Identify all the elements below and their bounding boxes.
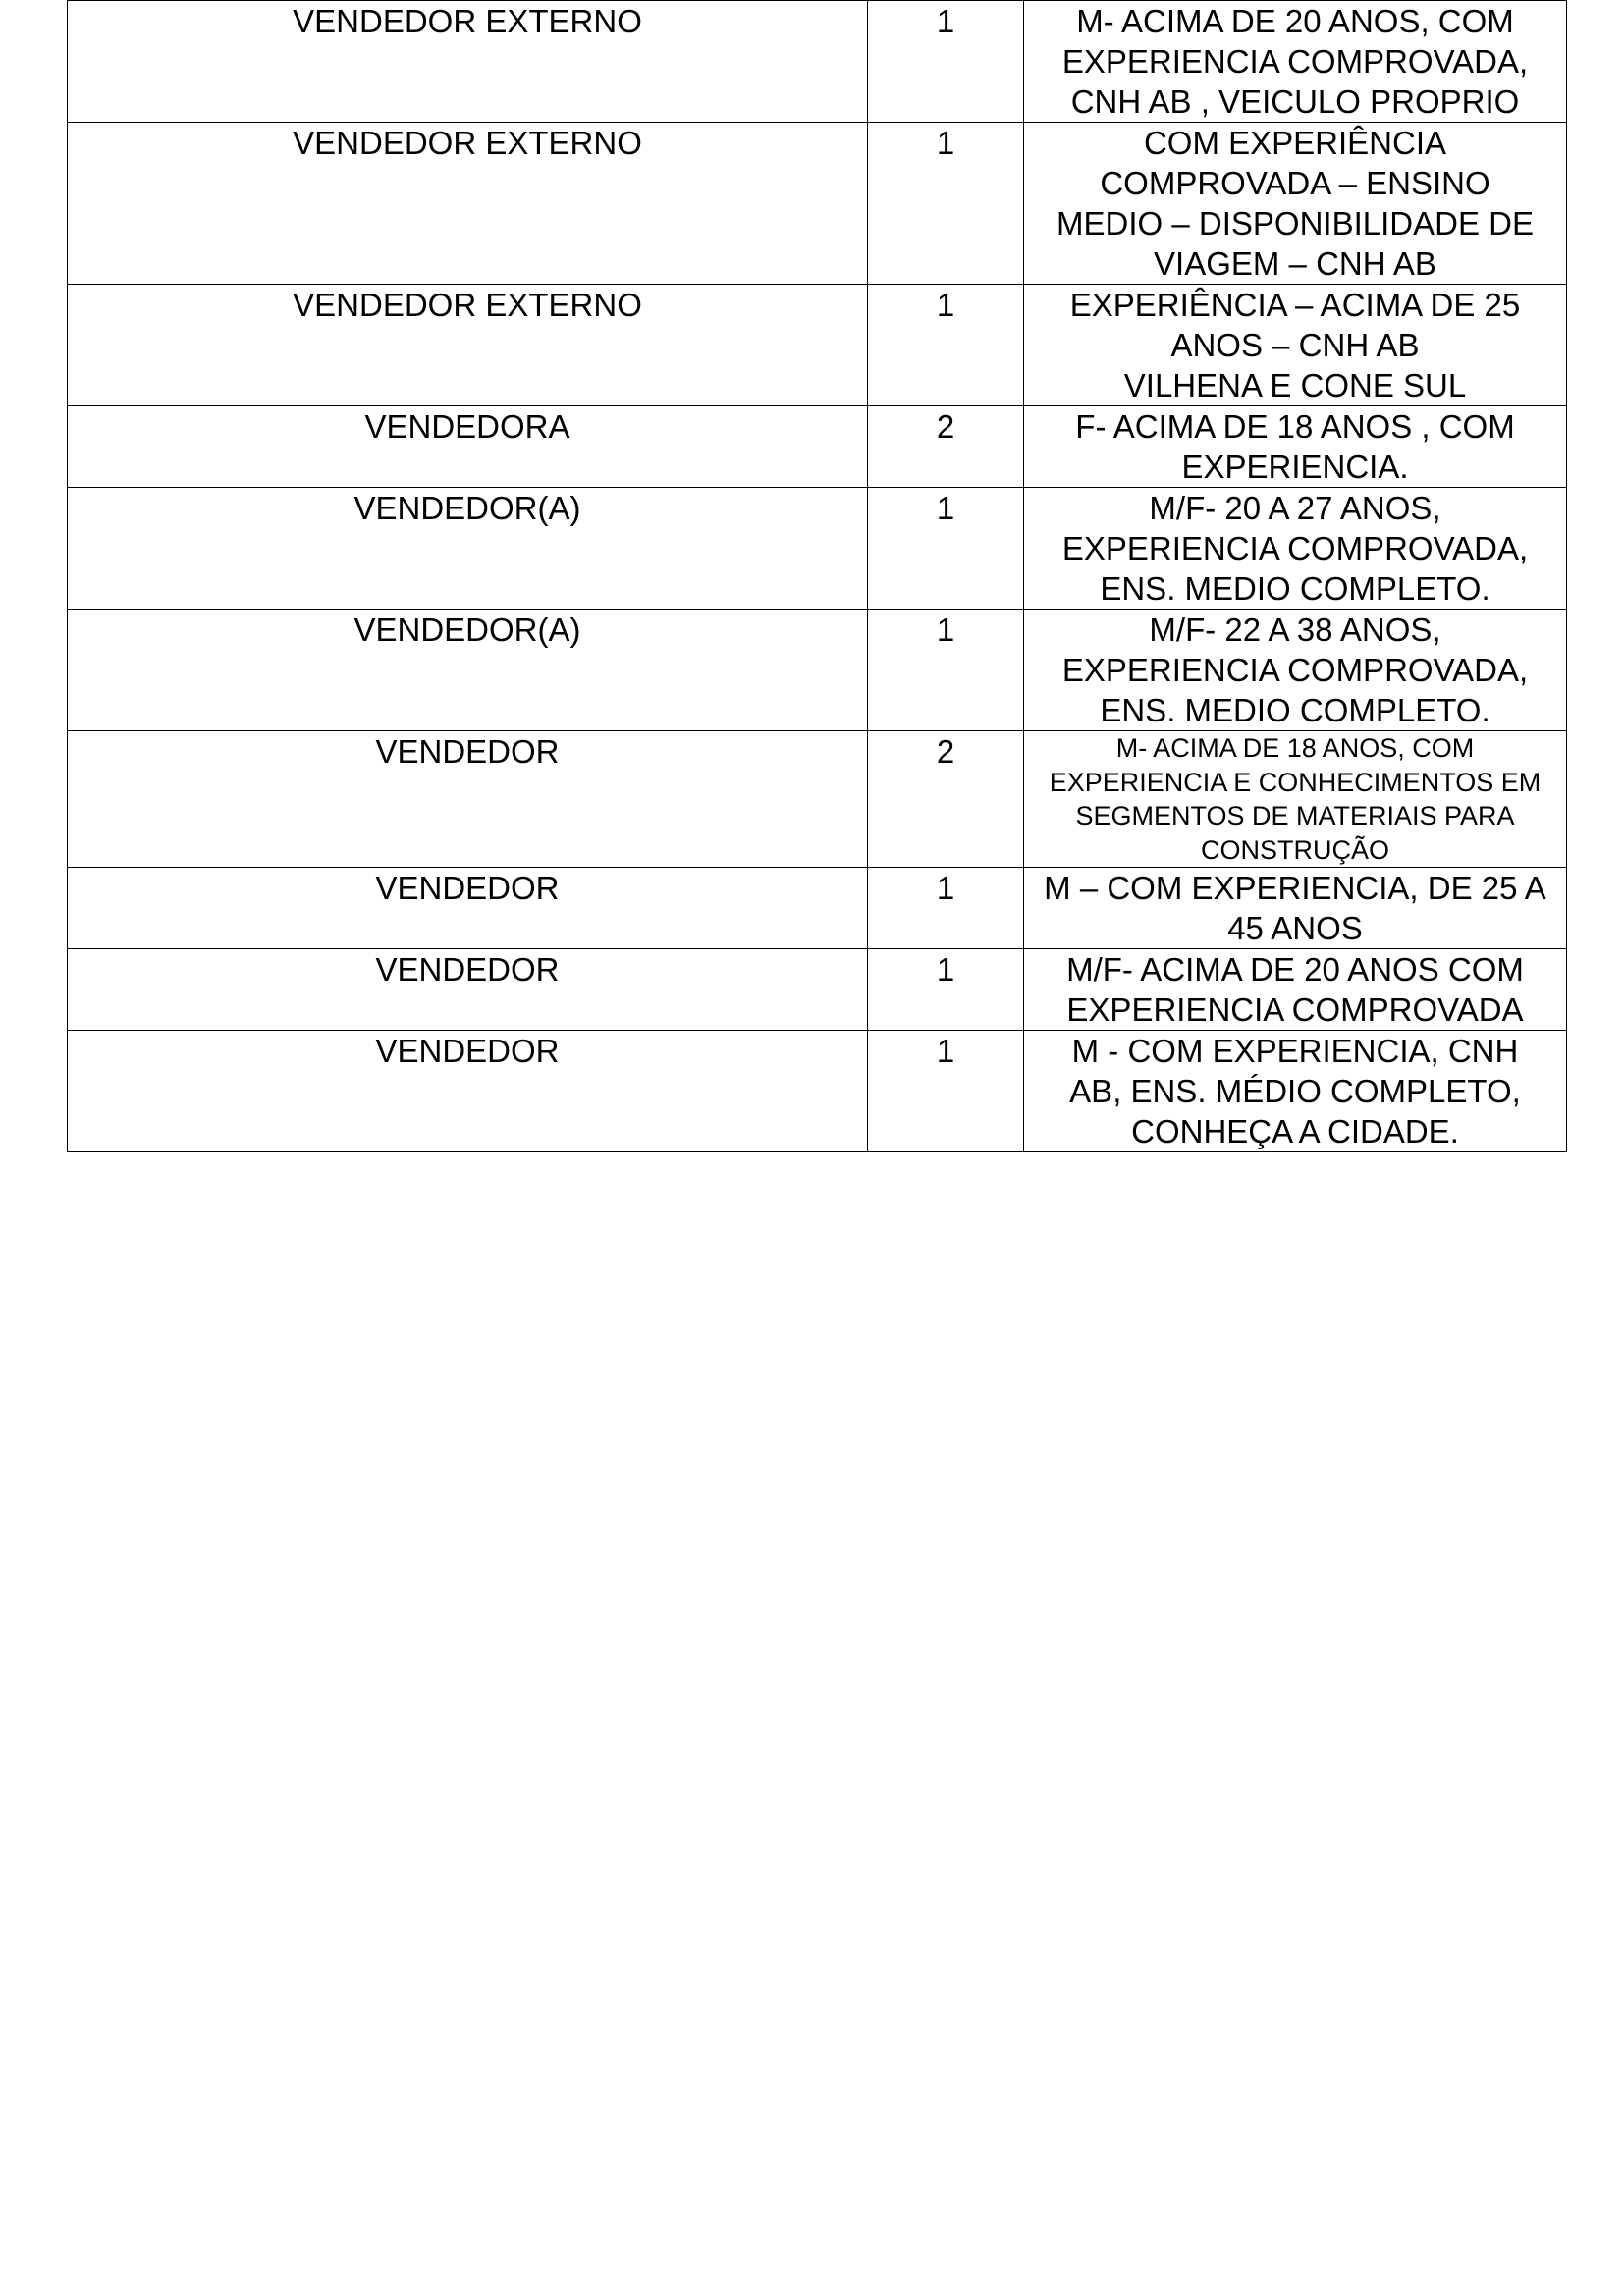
table-row — [68, 488, 1567, 610]
job-title-cell: VENDEDOR — [68, 868, 868, 949]
requirement-line: ENS. MEDIO COMPLETO. — [1100, 692, 1490, 728]
requirement-line: EXPERIÊNCIA – ACIMA DE 25 — [1069, 287, 1521, 323]
requirements-cell — [1024, 949, 1567, 1031]
job-title-cell: VENDEDOR — [68, 1031, 868, 1152]
table-row — [68, 1031, 1567, 1152]
vacancy-count-cell: 1 — [868, 123, 1024, 285]
requirements-cell — [1024, 731, 1567, 868]
requirements-cell — [1024, 123, 1567, 285]
table-row — [68, 868, 1567, 949]
requirements-cell — [1024, 285, 1567, 406]
job-title-cell: VENDEDOR — [68, 731, 868, 868]
requirement-line: 45 ANOS — [1227, 910, 1363, 946]
requirement-line: F- ACIMA DE 18 ANOS , COM — [1075, 408, 1515, 445]
requirement-line: ENS. MEDIO COMPLETO. — [1100, 570, 1490, 607]
requirement-line: M - COM EXPERIENCIA, CNH — [1071, 1033, 1519, 1069]
requirements-cell — [1024, 1, 1567, 123]
requirement-line: CNH AB , VEICULO PROPRIO — [1070, 83, 1520, 120]
vacancy-count-cell: 1 — [868, 610, 1024, 731]
requirements-cell — [1024, 488, 1567, 610]
requirement-line: EXPERIENCIA COMPROVADA — [1066, 991, 1524, 1028]
requirement-line: M – COM EXPERIENCIA, DE 25 A — [1044, 870, 1546, 906]
requirements-cell — [1024, 1031, 1567, 1152]
requirement-line: ANOS – CNH AB — [1170, 327, 1420, 363]
table-row — [68, 949, 1567, 1031]
requirement-line: VIAGEM – CNH AB — [1154, 245, 1436, 282]
table-row — [68, 610, 1567, 731]
requirement-line: AB, ENS. MÉDIO COMPLETO, — [1069, 1073, 1521, 1109]
table-row — [68, 285, 1567, 406]
table-row — [68, 731, 1567, 868]
requirement-line: EXPERIENCIA COMPROVADA, — [1061, 43, 1529, 80]
job-title-cell: VENDEDORA — [68, 406, 868, 488]
requirement-line: SEGMENTOS DE MATERIAIS PARA — [1075, 801, 1515, 830]
table-row — [68, 123, 1567, 285]
vacancy-count-cell: 2 — [868, 731, 1024, 868]
vacancy-count-cell: 1 — [868, 949, 1024, 1031]
requirement-line: M/F- 20 A 27 ANOS, — [1149, 490, 1441, 526]
requirement-line: M- ACIMA DE 18 ANOS, COM — [1115, 733, 1475, 763]
requirements-cell — [1024, 868, 1567, 949]
requirement-line: CONSTRUÇÃO — [1200, 834, 1389, 865]
table-row — [68, 1, 1567, 123]
job-title-cell: VENDEDOR EXTERNO — [68, 1, 868, 123]
job-title-cell: VENDEDOR EXTERNO — [68, 285, 868, 406]
requirements-cell — [1024, 610, 1567, 731]
vacancy-count-cell: 1 — [868, 1031, 1024, 1152]
job-openings-table — [67, 0, 1567, 1152]
requirement-line: EXPERIENCIA E CONHECIMENTOS EM — [1049, 767, 1542, 797]
table-row — [68, 406, 1567, 488]
vacancy-count-cell: 1 — [868, 285, 1024, 406]
requirement-line: COMPROVADA – ENSINO — [1100, 165, 1490, 201]
requirement-line: M/F- 22 A 38 ANOS, — [1149, 612, 1441, 648]
job-title-cell: VENDEDOR(A) — [68, 488, 868, 610]
requirement-line: M- ACIMA DE 20 ANOS, COM — [1076, 3, 1514, 39]
vacancy-count-cell: 1 — [868, 488, 1024, 610]
job-title-cell: VENDEDOR(A) — [68, 610, 868, 731]
requirement-line: EXPERIENCIA COMPROVADA, — [1061, 652, 1529, 688]
job-title-cell: VENDEDOR EXTERNO — [68, 123, 868, 285]
job-title-cell: VENDEDOR — [68, 949, 868, 1031]
requirement-line: COM EXPERIÊNCIA — [1143, 125, 1447, 161]
vacancy-count-cell: 1 — [868, 1, 1024, 123]
requirement-line: CONHEÇA A CIDADE. — [1131, 1113, 1459, 1149]
vacancy-count-cell: 2 — [868, 406, 1024, 488]
requirement-line: M/F- ACIMA DE 20 ANOS COM — [1066, 951, 1524, 988]
requirement-line: EXPERIENCIA. — [1181, 449, 1409, 485]
requirement-line: VILHENA E CONE SUL — [1123, 367, 1467, 403]
requirement-line: MEDIO – DISPONIBILIDADE DE — [1056, 205, 1534, 241]
requirement-line: EXPERIENCIA COMPROVADA, — [1061, 530, 1529, 566]
requirements-cell — [1024, 406, 1567, 488]
vacancy-count-cell: 1 — [868, 868, 1024, 949]
